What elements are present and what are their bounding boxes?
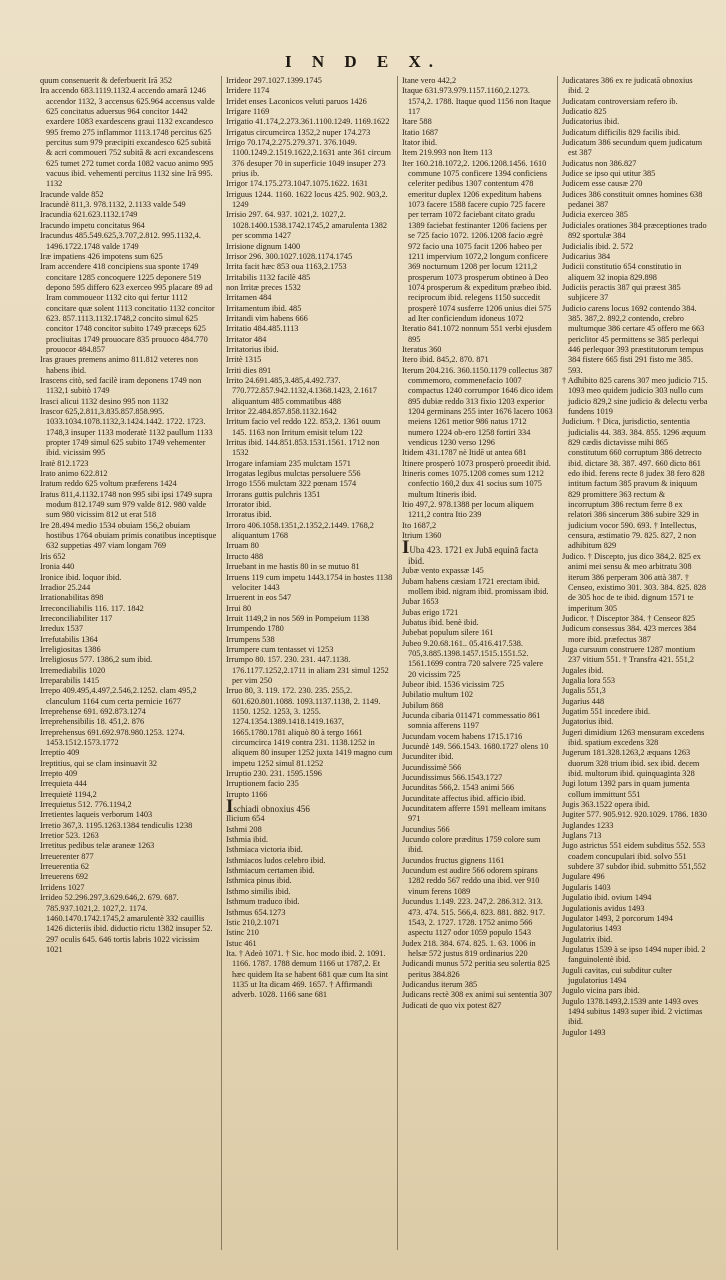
index-entry: Irradior 25.244 [40,582,91,592]
index-entry: Irreligiosus 577. 1386,2 sum ibid. [40,655,153,665]
index-entry: Iracundo impetu concitatus 964 [40,220,145,230]
index-entry: Iræ impatiens 426 impotens sum 625 [40,251,163,261]
index-entry: Irritè 1315 [226,355,262,365]
index-entry: Irredux 1537 [40,624,84,634]
index-entry: Irrequietè 1194,2 [40,789,97,799]
index-entry: Irridere 1174 [226,86,270,96]
index-entry: Jubar 1653 [402,597,439,607]
index-entry: Irritatorius ibid. [226,344,279,354]
index-entry: Irritor 22.484.857.858.1132.1642 [226,407,337,416]
index-entry: Jubebat populum silere 161 [402,628,494,638]
index-entry: Irrito 24.691.485,3.485,4.492.737. 770.772.857.942.1132,4.1368.1423, 2.1617 aliquantum 485 commatibus 488 [226,375,377,406]
index-entry: Irrumpere cum tentasset vi 1253 [226,644,334,654]
index-entry: Irridens 1027 [40,882,85,892]
index-entry: Judices 386 constituit omnes homines 638 pedanei 387 [562,189,703,210]
index-entry: Jucundissimus 566.1543.1727 [402,773,503,783]
index-entry: Iracundia 621.623.1132.1749 [40,210,138,220]
index-entry: Jugulator 1493, 2 porcorum 1494 [562,913,673,923]
index-entry: Judiciis peractis 387 qui præest 385 subjicere 37 [562,282,681,303]
index-entry: Irreconciliabiliter 117 [40,613,113,623]
index-entry: Irritus ibid. 144.851.853.1531.1561. 1712 non 1532 [226,438,380,458]
index-entry: Iracundè 811,3. 978.1132, 2.1133 valde 549 [40,200,186,210]
index-entry: Irreprehensibilis 18. 451,2. 876 [40,717,145,727]
index-entry: Jugarius 448 [562,696,605,706]
index-entry: Jucunditer ibid. [402,752,454,762]
index-entry: Itare 588 [402,117,432,127]
index-entry: Judicatio 825 [562,107,607,117]
index-entry: Itio 497,2. 978.1388 per locum aliquem 1211,2 contra Itio 239 [402,500,534,520]
index-entry: Jucunditate affectus ibid. afficio ibid. [402,793,526,803]
index-entry: Jucundius 566 [402,824,450,834]
index-entry: Jugis 363.1522 opera ibid. [562,800,650,810]
index-entry: Jugulatrix ibid. [562,934,613,944]
index-entry: Isthmo similis ibid. [226,886,291,896]
index-entry: Irritum facio vel reddo 122. 853,2. 1361 ouum 145. 1163 non Irritum emisit telum 122 [226,417,381,437]
index-entry: Irrequieta 444 [40,779,87,789]
index-entry: Irrorans guttis pulchris 1351 [226,489,321,499]
index-entry: Jubatus ibid. benè ibid. [402,617,479,627]
index-entry: Irretitus pedibus telæ araneæ 1263 [40,841,155,851]
index-entry: Judicialis ibid. 2. 572 [562,241,634,251]
index-entry: Irrigatio 41.174,2.273.361.1100.1249. 1169.1622 [226,117,390,127]
index-entry: Irreptio 409 [40,748,80,758]
index-entry: Jugulo 1378.1493,2.1539 ante 1493 oves 1494 subitus 1493 super ibid. 2 victimas ibid. [562,996,703,1027]
index-entry: Judicatam controversiam refero ib. [562,96,678,106]
index-entry: Irrigare 1169 [226,107,270,117]
index-entry: Jucundum est audire 566 odorem spirans 1282 reddo 567 reddo una ibid. ver 910 vinum ferens 1089 [402,866,540,896]
index-entry: Judicandus iterum 385 [402,979,478,989]
index-entry: Irreligiositas 1386 [40,644,101,654]
index-entry: Jucunditas 566,2. 1543 animi 566 [402,783,514,793]
index-entry: non Irritæ preces 1532 [226,282,301,292]
index-entry: Jubilum 868 [402,700,444,710]
index-entry: Isthmia ibid. [226,835,268,845]
index-entry: Judicatorius ibid. [562,117,620,127]
index-entry: Item 219.993 non Item 113 [402,148,493,158]
index-entry: Irrigor 174.175.273.1047.1075.1622. 1631 [226,179,368,189]
index-entry: Jubam habens cæsiam 1721 erectam ibid. mollem ibid. nigram ibid. promissam ibid. [402,576,549,596]
index-entry: Irruo 80, 3. 119. 172. 230. 235. 255,2. 601.620.801.1088. 1093.1137.1138, 2. 1149. 1150. 1252. 1253, 3. 1255. 1274.1354.1389.1418.1419.1637, 1665.1780.1781 aliquò 80 à tergo 1661 circumcirca 1419 contra 231. 1138.1252 in aliquem 80 insuper 1252 juxta 1419 magno cum impetu 1252 simul 81.1252 [226,686,393,768]
index-entry: Istic 210,2.1071 [226,917,280,927]
index-entry: Irremediabilis 1020 [40,665,106,675]
index-entry: Irructo 488 [226,551,264,561]
index-entry: Isthmi 208 [226,824,262,834]
index-entry: Juga cursuum construere 1287 montium 237 vitium 551. † Transfra 421. 551,2 [562,644,696,665]
index-entry: Judicor. † Disceptor 384. † Censeor 825 [562,613,696,623]
index-entry: Jubeor ibid. 1536 vicissim 725 [402,679,505,689]
index-entry: Irrigatus circumcirca 1352,2 nuper 174.273 [226,127,371,137]
column-3 [398,76,558,1250]
index-entry: Isthmiacum certamen ibid. [226,866,315,876]
index-entry: Irrideo 52.296.297,3.629.646,2. 679. 687. 785.937.1021,2. 1027,2. 1174. 1460.1470.1742.1745,2 amarulentè 332 cauillis 1426 dicteriis ibid. diductio rictu 1382 insuper 52. 297 oculis 645. 646 tortis labris 1022 vicissim 1021 [40,893,213,954]
index-entry: Judicatum difficilis 829 facilis ibid. [562,127,681,137]
index-entry: Jucundos fructus gignens 1161 [402,855,505,865]
index-entry: Jugeri dimidium 1263 mensuram excedens ibid. spatium excedens 328 [562,727,705,747]
index-entry: Irrideor 297.1027.1399.1745 [226,76,322,85]
index-entry: Judicum consessus 384. 423 merces 384 more ibid. præfectus 387 [562,624,697,644]
index-entry: Irridet enses Laconicos veluti paruos 1426 [226,96,367,106]
index-entry: Jubilatio multum 102 [402,690,473,700]
index-entry: Jucundè 149. 566.1543. 1680.1727 olens 10 [402,742,549,751]
index-entry: Irrogatas legibus mulctas persoluere 556 [226,469,361,479]
index-entry: Irrepo 409.495,4.497,2.546,2.1252. clam 495,2 clanculum 1164 cum certa pernicie 1677 [40,686,197,706]
index-entry: Juglans 713 [562,831,602,841]
index-entry: Ireptitius, qui se clam insinuavit 32 [40,758,158,768]
index-entry: Jugalia lora 553 [562,675,615,685]
index-entry: Iterum 204.216. 360.1150.1179 collectus 387 commemoro, commenefacio 1007 compactus 1240 corrumpor 1646 dico idem 895 dubiæ reddo 313 fixio 1203 experior 1204 germinans 255 inter 1676 lacero 1063 meiens 1261 metior 986 natus 1712 numero 1224 ob-ero 1258 fortiri 334 vendicus 1230 verso 1296 [402,365,553,448]
index-entry: Judicem esse causæ 270 [562,179,643,189]
index-entry: Itinere prosperò 1073 prosperò proeedit ibid. [402,458,551,468]
index-entry: Irrogo 1556 mulctam 322 pœnam 1574 [226,479,357,489]
index-entry: Irriguus 1244. 1160. 1622 locus 425. 902. 903,2. 1249 [226,189,388,210]
index-entry: Istinc 210 [226,928,259,938]
index-entry: IUba 423. 1721 ex Jubā equinā facta ibid. [402,537,539,566]
index-entry: Irretio 367,3. 1195.1263.1384 tendiculis 1238 [40,820,193,830]
index-entry: Iteratus 360 [402,344,442,354]
index-columns [36,76,712,1250]
index-entry: Irrumpens 538 [226,634,275,644]
index-entry: Juglandes 1233 [562,820,614,830]
index-entry: Itator ibid. [402,138,438,148]
index-entry: Itrium 1360 [402,531,442,541]
index-entry: Jucundissimè 566 [402,762,462,772]
index-entry: Jugatorius ibid. [562,717,614,727]
index-entry: Irrisione dignum 1400 [226,241,301,251]
page-heading: I N D E X. [284,52,442,71]
index-entry: Irrita facit hæc 853 oua 1163,2.1753 [226,262,347,272]
index-entry: quum consenuerit & deferbuerit Irā 352 [40,76,173,85]
index-entry: Irreparabilis 1415 [40,675,100,685]
index-entry: Irascor 625,2.811,3.835.857.858.995. 1033.1034.1078.1132,3.1424.1442. 1722. 1723. 1748,3 insuper 1133 moderatè 1132 paullum 1133 propter 1749 simul 625 subito 1749 vehementer ibid. vicissim 995 [40,407,213,458]
index-entry: Irruerent in eos 547 [226,593,292,603]
index-entry: Irruit 1149,2 in nos 569 in Pompeium 1138 [226,613,370,623]
index-entry: Irrogare infamiam 235 mulctam 1571 [226,458,351,468]
index-entry: Ire 28.494 medio 1534 obuiam 156,2 obuiam hostibus 1764 obuiam primis conatibus inceptisque 632 suppetias 497 viam longam 769 [40,520,217,551]
index-entry: Itatio 1687 [402,127,439,137]
index-entry: Judicium. † Dica, jurisdictio, sententia judicialis 44. 383. 384. 855. 1296 æquum 829 cædis dictavisse mihi 865 constitutum 660 corruptum 386 detrecto ibid. dictare 38. 387. 497. 660 dicto 861 edo ibid. ferens recte 8 judex 38 fero 828 intitum factum 385 pravum & iniquum 829 promittere 363 rectum & incorruptum 386 rectum ferre 8 ex relatori 386 sincerum 386 subire 329 in judicium vocor 590. 693. † Intellectus, censura, æstimatio 79. 825. 827, 2 non adhibitum 829 [562,417,706,551]
index-entry: Judicio carens locus 1692 contendo 384. 385. 387,2. 892,2 contendo, crebro multumque 386 certare 45 offero me 663 periclitor 45 permittens se 385 perlequi 446 perlequor 393 præstitutorum tempus 384 fistere 665 fisti 291 fisto me 385. 593. [562,303,705,375]
index-entry: Jugerum 181.328.1263,2 æquans 1263 duorum 328 trium ibid. sex ibid. decem ibid. multorum ibid. quinquaginta 328 [562,748,700,779]
index-entry: Irascens citò, sed facilè iram deponens 1749 non 1132,1 subitò 1749 [40,375,202,396]
index-entry: Jugatim 551 incedere ibid. [562,706,651,716]
index-entry: Jubeo 9.20.68.161.. 05.416.417.538. 705,3.885.1398.1457.1515.1551.52. 1561.1699 contra 720 salvere 725 valere 20 vicissim 725 [402,638,544,679]
index-entry: Judicati de quo vix potest 827 [402,1000,502,1010]
index-entry: Irritabilis 1132 facilè 485 [226,272,311,282]
index-entry: Irrupto 1166 [226,789,268,799]
index-entry: Judicandi munus 572 peritia seu solertia 825 peritus 384.826 [402,959,550,979]
index-entry: Irritandi vim habens 666 [226,313,308,323]
index-entry: Iter 160.218.1072,2. 1206.1208.1456. 1610 commune 1075 conficere 1394 conficiens celeriter pedibus 1307 contentum 478 emeritur duplex 1206 expeditum habens 1073 facere 1588 facere cupio 725 facere per terram 1072 faciebant citato gradu 1389 faciebat festinanter 1206 faciens per se 725 facio 1072. 1206.1208 facio ægrè 972 facio una 1075 facit 1206 habeo per 1211 impervium 1072,2 longum conficere 369 nocturnum 1208 per locum 1211,2 prosperum 1073 prosperum obtineo à Deo 1074 prosperum & expeditum præbeo ibid. reciprocum ibid. relegens 1150 succedit prosperè 1074 susferre 1206 unius diei 575 ad Iter conficiendum idoneus 1072 [402,158,552,323]
index-entry: Judex 218. 384. 674. 825. 1. 63. 1006 in helsæ 572 justus 819 ordinarius 220 [402,938,536,958]
index-entry: Iratum reddo 625 voltum præferens 1424 [40,479,177,489]
column-2 [222,76,398,1250]
index-entry: Irriti dies 891 [226,365,272,375]
index-entry: Irretientes laqueis verborum 1403 [40,810,153,820]
index-entry: Isthmiaca victoria ibid. [226,845,303,855]
index-entry: Itineris comes 1075.1208 comes sum 1212 confectio 160,2 dux 41 socius sum 1075 multum Itineris ibid. [402,469,544,499]
column-1 [36,76,222,1250]
index-entry: Irasci alicui 1132 desino 995 non 1132 [40,396,169,406]
index-entry: Itero ibid. 845,2. 870. 871 [402,355,489,365]
index-entry: Iris 652 [40,551,66,561]
index-entry: Jugulatus 1539 à se ipso 1494 nuper ibid. 2 fanguinolentè ibid. [562,944,706,965]
index-entry: Ischiadi obnoxius 456 [226,796,310,818]
index-entry: Irrequietus 512. 776.1194,2 [40,800,132,810]
index-entry: Jugulatorius 1493 [562,924,622,934]
index-entry: Jugularis 1403 [562,882,611,892]
index-entry: Jucundam vocem habens 1715.1716 [402,731,523,741]
index-entry: Istuc 461 [226,938,257,948]
index-entry: Irreuerenter 877 [40,851,94,861]
index-entry: Irrisor 296. 300.1027.1028.1174.1745 [226,251,353,261]
index-entry: Irrepto 409 [40,769,78,779]
index-entry: Irruebant in me hastis 80 in se mutuo 81 [226,562,360,572]
index-entry: Iracundus 485.549.625,3.707,2.812. 995.1132,4. 1496.1722.1748 valde 1749 [40,231,202,251]
index-entry: Ira accendo 683.1119.1132.4 accendo amarā 1246 accendor 1132, 3 accensus 625.964 accensus valde 625 concitatus aduersus 964 concitor 1442 exardere 1083 exardescens graui 1132 excandesco 995 fremo 275 inflammor 1113.1748 percitus 625 percitus sum 979 præcipiti excandesco 625 subitā & acri commoueri 752 subitā & acri excandescens 625 tumet 272 tumet corda 1082 vacuo animo 995 vacuus ibid. vehementi percitus 1132 sine Irā 995. 1132 [40,86,215,189]
index-entry: Iracunde valde 852 [40,189,104,199]
index-entry: Irreconciliabilis 116. 117. 1842 [40,603,144,613]
index-entry: Irroro 406.1058.1351,2.1352,2.1449. 1768,2 aliquantum 1768 [226,520,374,541]
index-entry: Jugulatio ibid. ovium 1494 [562,893,652,903]
index-entry: Jugales ibid. [562,665,604,675]
index-entry: Itidem 431.1787 nè Itidē ut antea 681 [402,448,527,458]
index-entry: Irrigo 70.174,2.275.279.371. 376.1049. 1100.1249.2.1519.1622,2.1631 ante 361 circum 376 desuper 70 in superficie 1049 insuper 273 prius ib. [226,138,391,179]
index-entry: Judicatum 386 secundum quem judicatum est 387 [562,138,703,158]
index-entry: Irreuerens 692 [40,872,89,882]
index-entry: Irruens 119 cum impetu 1443.1754 in hostes 1138 velociter 1443 [226,572,393,592]
index-entry: Judicans rectè 308 ex animi sui sententia 307 [402,990,552,1000]
index-entry: Jugulare 496 [562,872,605,882]
index-entry: Jugi lotum 1392 pars in quam jumenta collum immittunt 551 [562,779,690,799]
index-entry: Irreuerentia 62 [40,862,90,872]
index-entry: Irrefutabilis 1364 [40,634,98,644]
index-entry: Iram accendere 418 concipiens sua sponte 1749 concitare 1285 concoquere 1225 deponere 519 depono 595 differo 623 exerceo 995 placare 89 ad Iram commoueor 1132 cito qui fertur 1112 concitare quæ solent 1113 concitatio 1132 concitor 623. 857.1113.1132.1748,2 concito simul 625 concitor 1748 concitor subito 1749 præceps 625 procliuitas 1749 prouocare 835 prouoco 484.770 prouocor 484.857 [40,262,215,354]
index-entry: Iras graues premens animo 811.812 veteres non habens ibid. [40,355,198,375]
index-entry: Itane vero 442,2 [402,76,457,85]
index-entry: Jucundus 1.149. 223. 247,2. 286.312. 313. 473. 474. 515. 566,4. 823. 881. 882. 917. 1543, 2. 1727. 1728. 1752 animo 566 aspectu 1127 odor 1059 populo 1543 [402,897,545,938]
index-entry: Jugulor 1493 [562,1027,606,1037]
index-entry: Ilicium 654 [226,814,265,824]
index-entry: Irrorator ibid. [226,500,272,510]
index-entry: Jugalis 551,3 [562,686,606,696]
index-entry: Jugiter 577. 905.912. 920.1029. 1786. 1830 [562,810,707,820]
index-entry: Irroratus ibid. [226,510,272,520]
index-entry: Itaque 631.973.979.1157.1160,2.1273. 1574,2. 1788. Itaque quod 1156 non Itaque 117 [402,86,551,117]
index-entry: † Adhibito 825 carens 307 meo judicio 715. 1093 meo quidem judicio 303 nullo cum judicio 829,2 sine judicio & delectu verba fundens 1019 [562,375,708,416]
index-entry: Iratus 811,4.1132.1748 non 995 sibi ipsi 1749 supra modum 812.1749 sum 979 valde 812. 980 valde sum 980 vicissim 812 ut erat 518 [40,489,213,520]
index-entry: Irruptionem facio 235 [226,779,299,789]
index-entry: Irretior 523. 1263 [40,831,99,841]
index-entry: Iratè 812.1723 [40,458,89,468]
index-entry: Judico. † Discepto, jus dico 384,2. 825 ex animi mei sensu & meo arbitratu 308 iterum 386 perperam 306 attà 387. † Censeo, existimo 301. 303. 384. 825. 828 de 305 hoc de te ibid. dignum 1571 te imperitum 305 [562,551,707,613]
index-entry: Irrumpo 80. 157. 230. 231. 447.1138. 176.1177.1252,2.1711 in aliam 231 simul 1252 per vim 250 [226,655,389,685]
index-entry: Isthmus 654.1273 [226,907,286,917]
index-entry: Irruam 80 [226,541,259,551]
index-entry: Isthmica pinus ibid. [226,876,292,886]
index-entry: Ita. † Adeò 1071. † Sic. hoc modo ibid. 2. 1091. 1166. 1787. 1788 demum 1166 ut 1787,2. Et hæc quidem Ita se habent 681 quæ cum Ita sint 1135 ut Ita dicam 469. 1657. † Affirmandi adverb. 1028. 1166 sane 681 [226,948,388,1000]
index-entry: Ironia 440 [40,562,75,572]
index-entry: Isthmiacos ludos celebro ibid. [226,855,326,865]
index-entry: Irritator 484 [226,334,267,344]
index-entry: Jugulationis avidus 1493 [562,903,645,913]
index-entry: Jugulo vicina pars ibid. [562,986,640,996]
index-entry: Ito 1687,2 [402,520,437,530]
index-entry: Irritamentum ibid. 485 [226,303,302,313]
index-entry: Jubas erigo 1721 [402,607,459,617]
index-entry: Jucundo colore præditus 1759 colore sum ibid. [402,835,541,855]
index-entry: Irritamen 484 [226,293,272,303]
index-entry: Judicatares 386 ex re judicatā obnoxius ibid. 2 [562,76,693,96]
column-4 [558,76,712,1250]
index-entry: Irreprehense 691. 692.873.1274 [40,706,146,716]
index-entry: Irrumpendo 1780 [226,624,284,634]
index-entry: Irato animo 622.812 [40,469,108,479]
index-entry: Irruptio 230. 231. 1595.1596 [226,769,322,779]
index-entry: Irrui 80 [226,603,252,613]
index-entry: Irritatio 484.485.1113 [226,324,299,334]
index-entry: Judicia exerceo 385 [562,210,628,220]
index-entry: Judice se ipso qui utitur 385 [562,169,656,179]
index-entry: Irrisio 297. 64. 937. 1021,2. 1027,2. 1028.1400.1538.1742.1745,2 amarulenta 1382 per scomma 1427 [226,210,388,241]
index-entry: Iteratio 841.1072 nonnum 551 verbi ejusdem 895 [402,324,552,344]
index-entry: Isthmum traduco ibid. [226,897,300,907]
index-entry: Irrationabilitas 898 [40,593,104,603]
index-entry: Ironice ibid. loquor ibid. [40,572,122,582]
index-entry: Jucunditatem afferre 1591 melleam imitans 971 [402,804,547,824]
index-entry: Judicarius 384 [562,251,611,261]
index-entry: Judicii constitutio 654 constitutio in aliquem 32 inopia 829.898 [562,262,682,282]
index-entry: Jugo astrictus 551 eidem subditus 552. 553 coadem concupulari ibid. solvo 551 subdere 37 subdor ibid. submitto 551,552 [562,841,707,872]
index-entry: Jucunda cibaria 011471 commessatio 861 somnia afferens 1197 [402,710,541,731]
index-entry: Judicatus non 386.827 [562,158,637,168]
index-entry: Judiciales orationes 384 præceptiones trado 892 sportulæ 384 [562,220,707,241]
index-entry: Juguli cavitas, cui subditur culter jugulatorius 1494 [562,965,672,985]
index-entry: Jubæ vento expassæ 145 [402,566,484,576]
index-entry: Irreprehensus 691.692.978.980.1253. 1274. 1453.1512.1573.1772 [40,727,185,747]
